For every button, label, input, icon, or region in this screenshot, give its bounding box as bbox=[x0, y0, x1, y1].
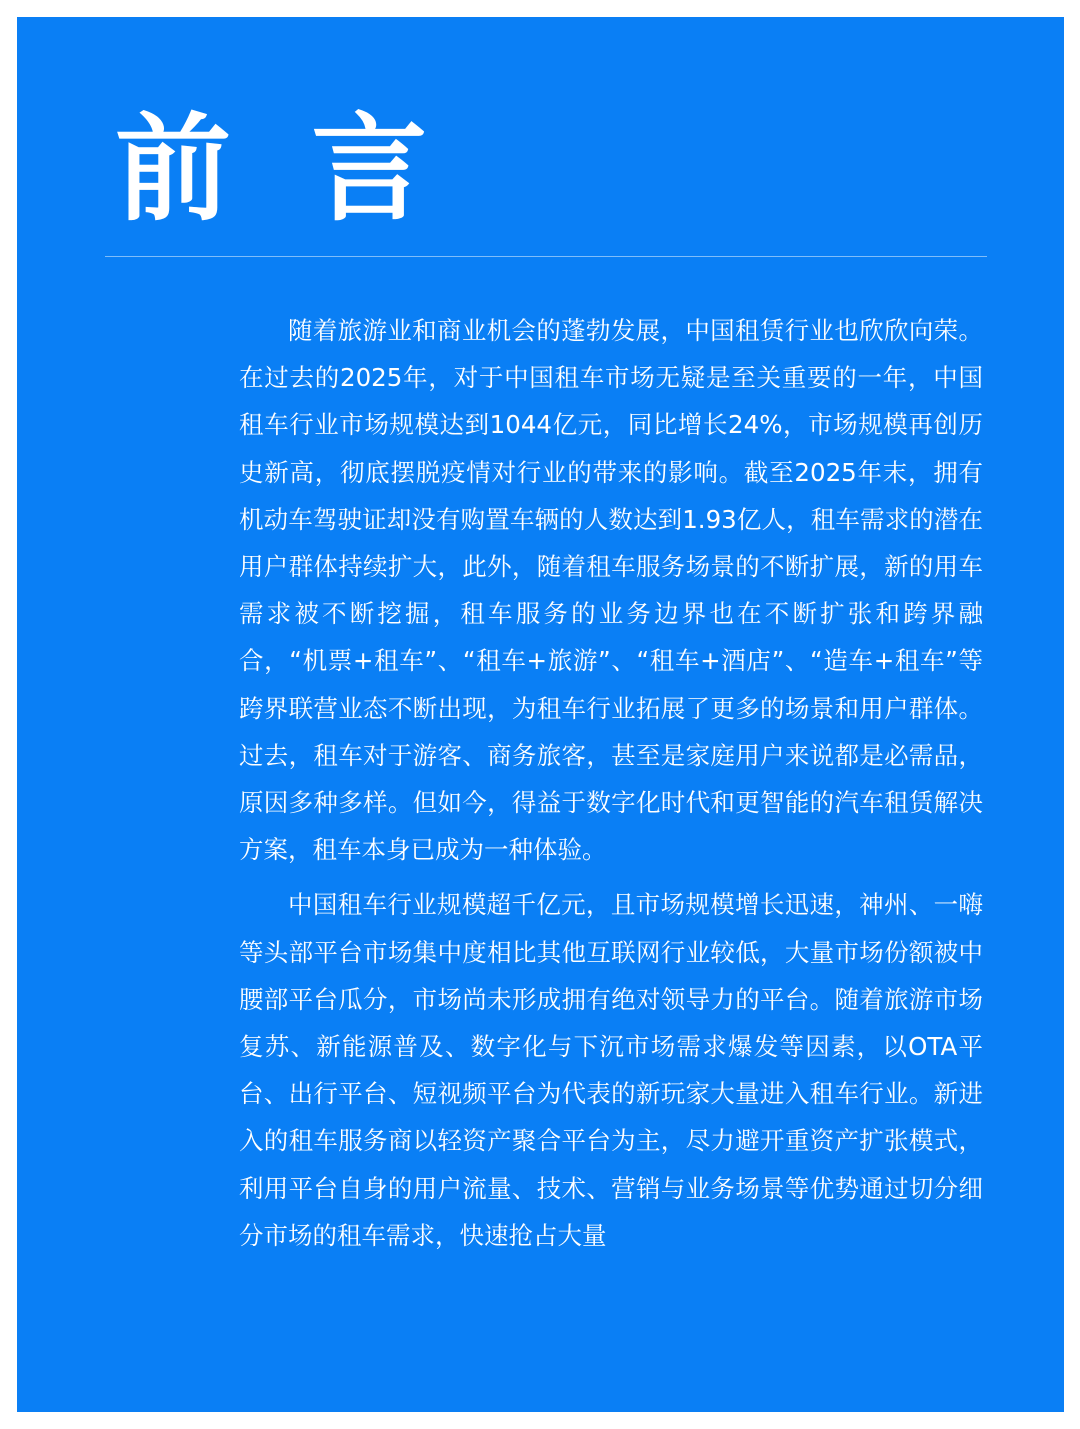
cover-panel bbox=[17, 17, 1064, 1412]
paragraph-1: 随着旅游业和商业机会的蓬勃发展，中国租赁行业也欣欣向荣。在过去的2025年，对于中国租车市场无疑是至关重要的一年，中国租车行业市场规模达到1044亿元，同比增长24%，市场规模再创历史新高，彻底摆脱疫情对行业的带来的影响。截至2025年末，拥有机动车驾驶证却没有购置车辆的人数达到1.93亿人，租车需求的潜在用户群体持续扩大，此外，随着租车服务场景的不断扩展，新的用车需求被不断挖掘，租车服务的业务边界也在不断扩张和跨界融合，“机票+租车”、“租车+旅游”、“租车+酒店”、“造车+租车”等跨界联营业态不断出现，为租车行业拓展了更多的场景和用户群体。过去，租车对于游客、商务旅客，甚至是家庭用户来说都是必需品，原因多种多样。但如今，得益于数字化时代和更智能的汽车租赁解决方案，租车本身已成为一种体验。 bbox=[239, 316, 983, 865]
paragraph-2: 中国租车行业规模超千亿元，且市场规模增长迅速，神州、一嗨等头部平台市场集中度相比其他互联网行业较低，大量市场份额被中腰部平台瓜分，市场尚未形成拥有绝对领导力的平台。随着旅游市场复苏、新能源普及、数字化与下沉市场需求爆发等因素，以OTA平台、出行平台、短视频平台为代表的新玩家大量进入租车行业。新进入的租车服务商以轻资产聚合平台为主，尽力避开重资产扩张模式，利用平台自身的用户流量、技术、营销与业务场景等优势通过切分细分市场的租车需求，快速抢占大量 bbox=[239, 890, 983, 1250]
page-title: 前 言 bbox=[115, 101, 448, 237]
title-divider bbox=[105, 256, 987, 257]
preface-body bbox=[239, 307, 983, 1267]
